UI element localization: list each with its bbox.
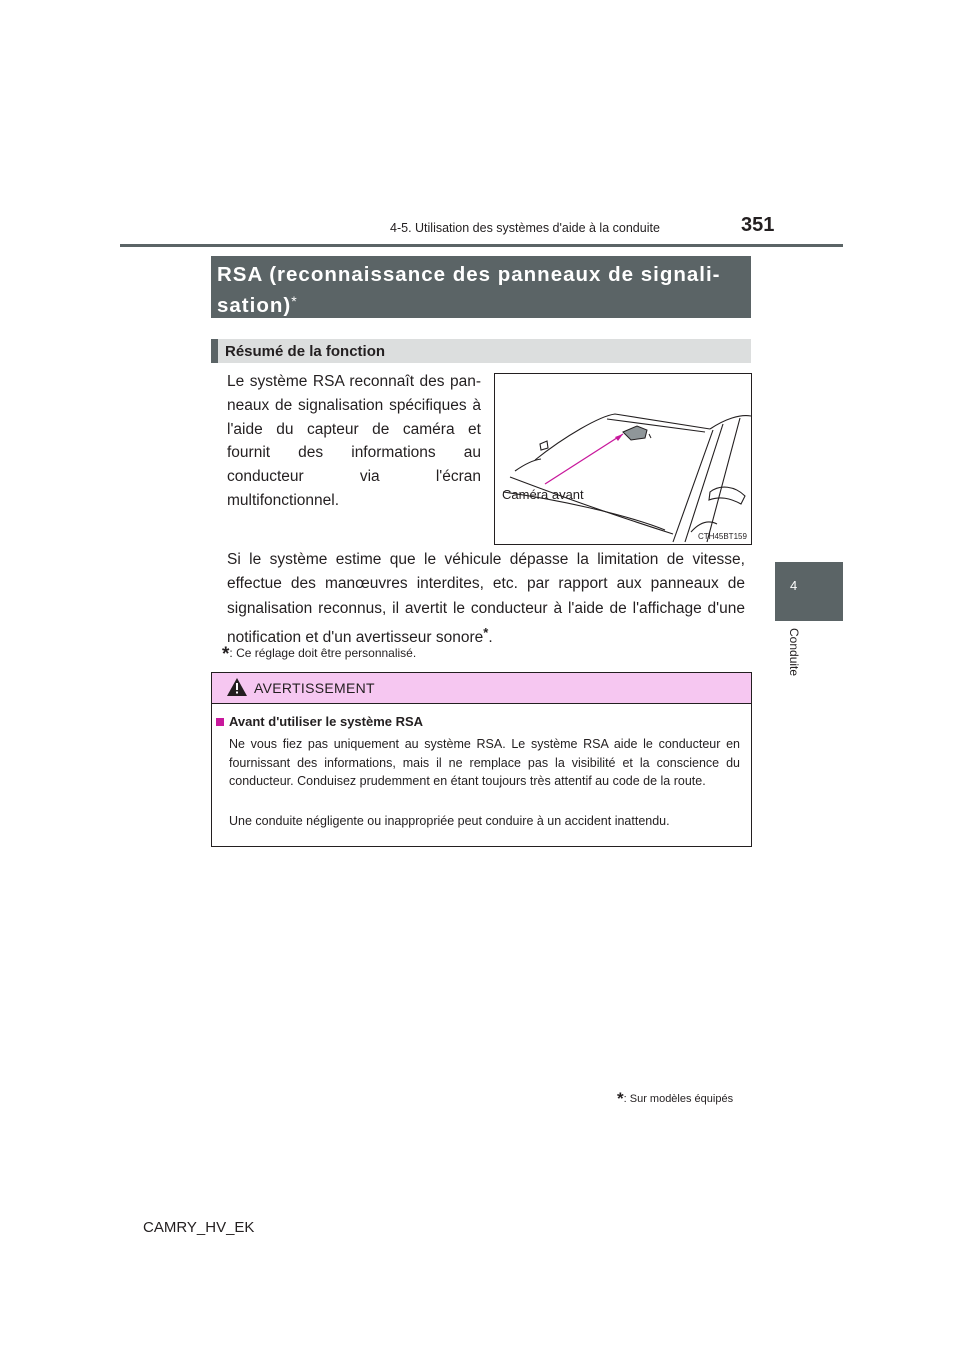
warning-paragraph-1: Ne vous fiez pas uniquement au système RSA. Le système RSA aide le conducteur en fournissant des informations, mais il ne remplace pas la visibilité et la conscience du conducteur. Conduisez prudemment en étant toujours très attentif au code de la route. <box>229 737 740 788</box>
paragraph-asterisk: * <box>483 624 489 640</box>
model-code: CAMRY_HV_EK <box>143 1219 255 1236</box>
warning-paragraph-2: Une conduite négligente ou inappropriée peut conduire à un accident inattendu. <box>229 814 670 828</box>
header-section-title: 4-5. Utilisation des systèmes d'aide à la conduite <box>390 221 660 235</box>
warning-subtitle: Avant d'utiliser le système RSA <box>229 714 424 729</box>
intro-paragraph: Le système RSA reconnaît des pan-neaux de signalisation spécifiques à l'aide du capteur de caméra et fournit des informations au conducteur via l'écran multifonctionnel. <box>227 373 481 509</box>
section-title-box <box>211 256 751 318</box>
figure-code: CTH45BT159 <box>698 532 747 541</box>
warning-title: AVERTISSEMENT <box>254 680 375 696</box>
bottom-note-asterisk: * <box>617 1089 624 1108</box>
chapter-label: Conduite <box>787 628 801 677</box>
title-asterisk: * <box>291 293 298 309</box>
warning-triangle-icon <box>227 678 247 696</box>
chapter-tab <box>775 562 843 621</box>
main-paragraph: Si le système estime que le véhicule dépasse la limitation de vitesse, effectue des manœuvres interdites, etc. par rapport aux panneaux de signalisation reconnus, il avertit le conducteur à l'aide de l'affichage d'une notification et d'un avertisseur sonore*. <box>227 551 745 646</box>
windshield-illustration-svg <box>495 374 751 544</box>
header-divider <box>120 244 843 247</box>
equipped-models-note: *: Sur modèles équipés <box>617 1089 734 1108</box>
windshield-camera-illustration <box>494 373 752 545</box>
section-title: RSA (reconnaissance des panneaux de signali-sation)* <box>217 263 721 317</box>
chapter-number: 4 <box>790 578 798 593</box>
subheading-text: Résumé de la fonction <box>225 343 386 360</box>
bullet-square-icon <box>216 718 224 726</box>
footnote-asterisk: * <box>222 644 230 665</box>
subheading-accent <box>211 339 218 363</box>
page-number: 351 <box>741 214 775 236</box>
figure-label-front-camera: Caméra avant <box>502 487 584 502</box>
footnote: *: Ce réglage doit être personnalisé. <box>222 644 417 665</box>
